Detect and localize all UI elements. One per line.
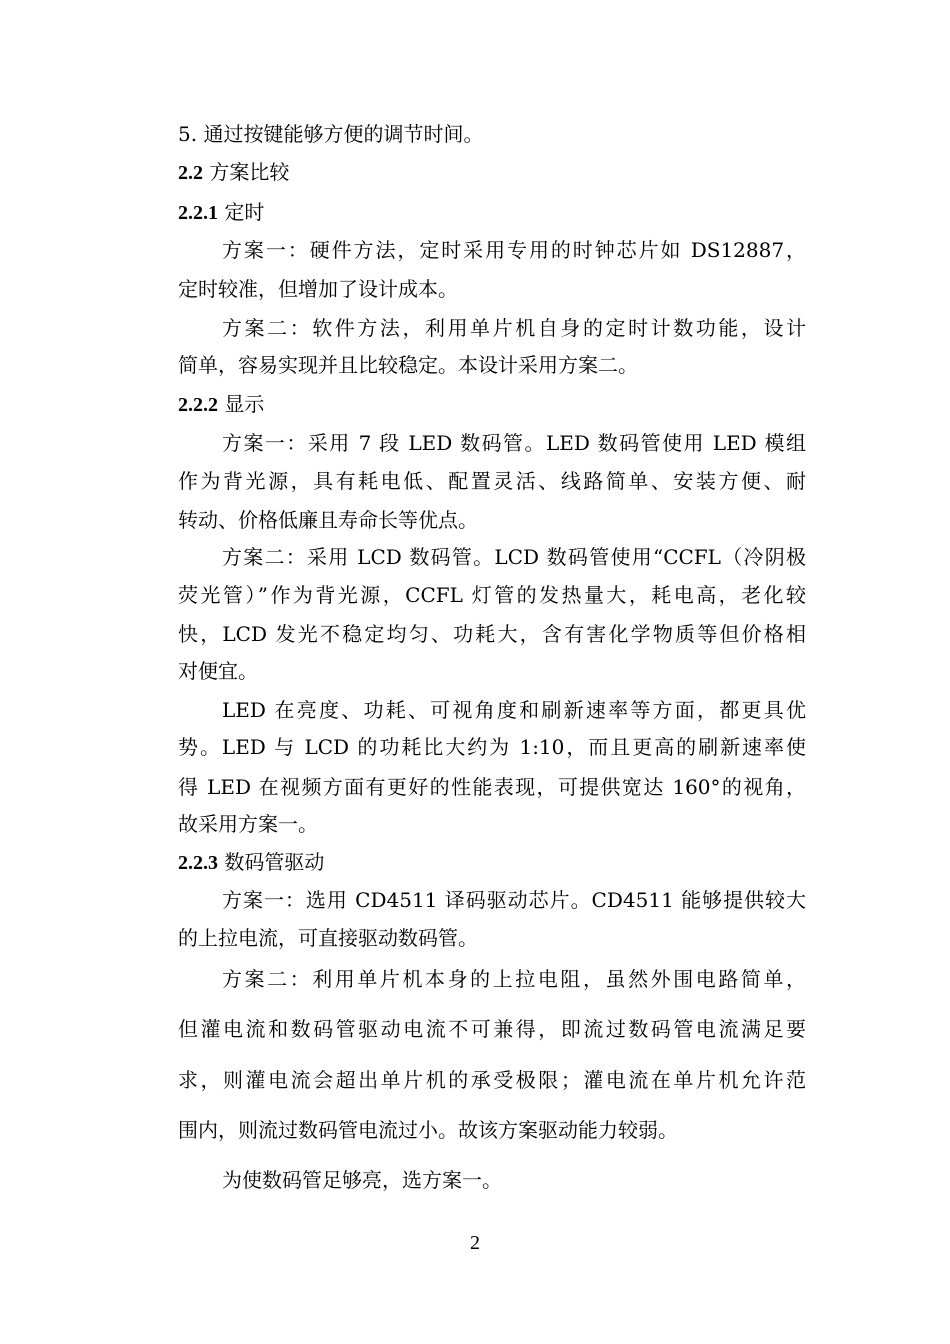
paragraph-line: 定时较准，但增加了设计成本。 — [178, 277, 458, 301]
paragraph-line: 快，LCD 发光不稳定均匀、功耗大，含有害化学物质等但价格相 — [178, 622, 806, 646]
paragraph-line: 故采用方案一。 — [178, 812, 318, 836]
section-title: 显示 — [218, 392, 265, 416]
paragraph-line: 对便宜。 — [178, 659, 258, 683]
section-heading-2-2-3 — [178, 848, 324, 877]
paragraph-line: 方案二：利用单片机本身的上拉电阻，虽然外围电路简单， — [222, 967, 806, 991]
paragraph-line: 作为背光源，具有耗电低、配置灵活、线路简单、安装方便、耐 — [178, 469, 806, 493]
paragraph-line: 的上拉电流，可直接驱动数码管。 — [178, 926, 478, 950]
section-heading-2-2-1 — [178, 198, 264, 227]
paragraph-line: 方案一：硬件方法，定时采用专用的时钟芯片如 DS12887， — [222, 238, 806, 262]
paragraph-line: 围内，则流过数码管电流过小。故该方案驱动能力较弱。 — [178, 1118, 678, 1142]
page-number: 2 — [470, 1232, 480, 1254]
section-number: 2.2.2 — [178, 394, 218, 416]
section-number: 2.2.3 — [178, 852, 218, 874]
section-title: 数码管驱动 — [218, 850, 325, 874]
section-number: 2.2 — [178, 162, 203, 184]
paragraph-line: 势。LED 与 LCD 的功耗比大约为 1:10，而且更高的刷新速率使 — [178, 735, 806, 759]
paragraph-line: 荧光管）”作为背光源，CCFL 灯管的发热量大，耗电高，老化较 — [178, 583, 806, 607]
paragraph-line: 简单，容易实现并且比较稳定。本设计采用方案二。 — [178, 353, 638, 377]
paragraph-line: 转动、价格低廉且寿命长等优点。 — [178, 508, 478, 532]
section-heading-2-2 — [178, 158, 289, 187]
section-title: 定时 — [218, 200, 265, 224]
paragraph-line: 方案二：采用 LCD 数码管。LCD 数码管使用“CCFL（冷阴极 — [222, 545, 806, 569]
paragraph-line: 求，则灌电流会超出单片机的承受极限；灌电流在单片机允许范 — [178, 1068, 806, 1092]
section-number: 2.2.1 — [178, 202, 218, 224]
section-heading-2-2-2 — [178, 390, 264, 419]
paragraph-line: 方案一：选用 CD4511 译码驱动芯片。CD4511 能够提供较大 — [222, 888, 806, 912]
paragraph-line: 但灌电流和数码管驱动电流不可兼得，即流过数码管电流满足要 — [178, 1017, 806, 1041]
paragraph-line: LED 在亮度、功耗、可视角度和刷新速率等方面，都更具优 — [222, 698, 806, 722]
paragraph-line: 为使数码管足够亮，选方案一。 — [222, 1168, 502, 1192]
paragraph-line: 方案二：软件方法，利用单片机自身的定时计数功能，设计 — [222, 316, 806, 340]
section-title: 方案比较 — [203, 160, 290, 184]
paragraph-line: 得 LED 在视频方面有更好的性能表现，可提供宽达 160°的视角， — [178, 775, 806, 799]
paragraph-line: 方案一：采用 7 段 LED 数码管。LED 数码管使用 LED 模组 — [222, 431, 806, 455]
list-item-5: 5. 通过按键能够方便的调节时间。 — [178, 122, 484, 146]
